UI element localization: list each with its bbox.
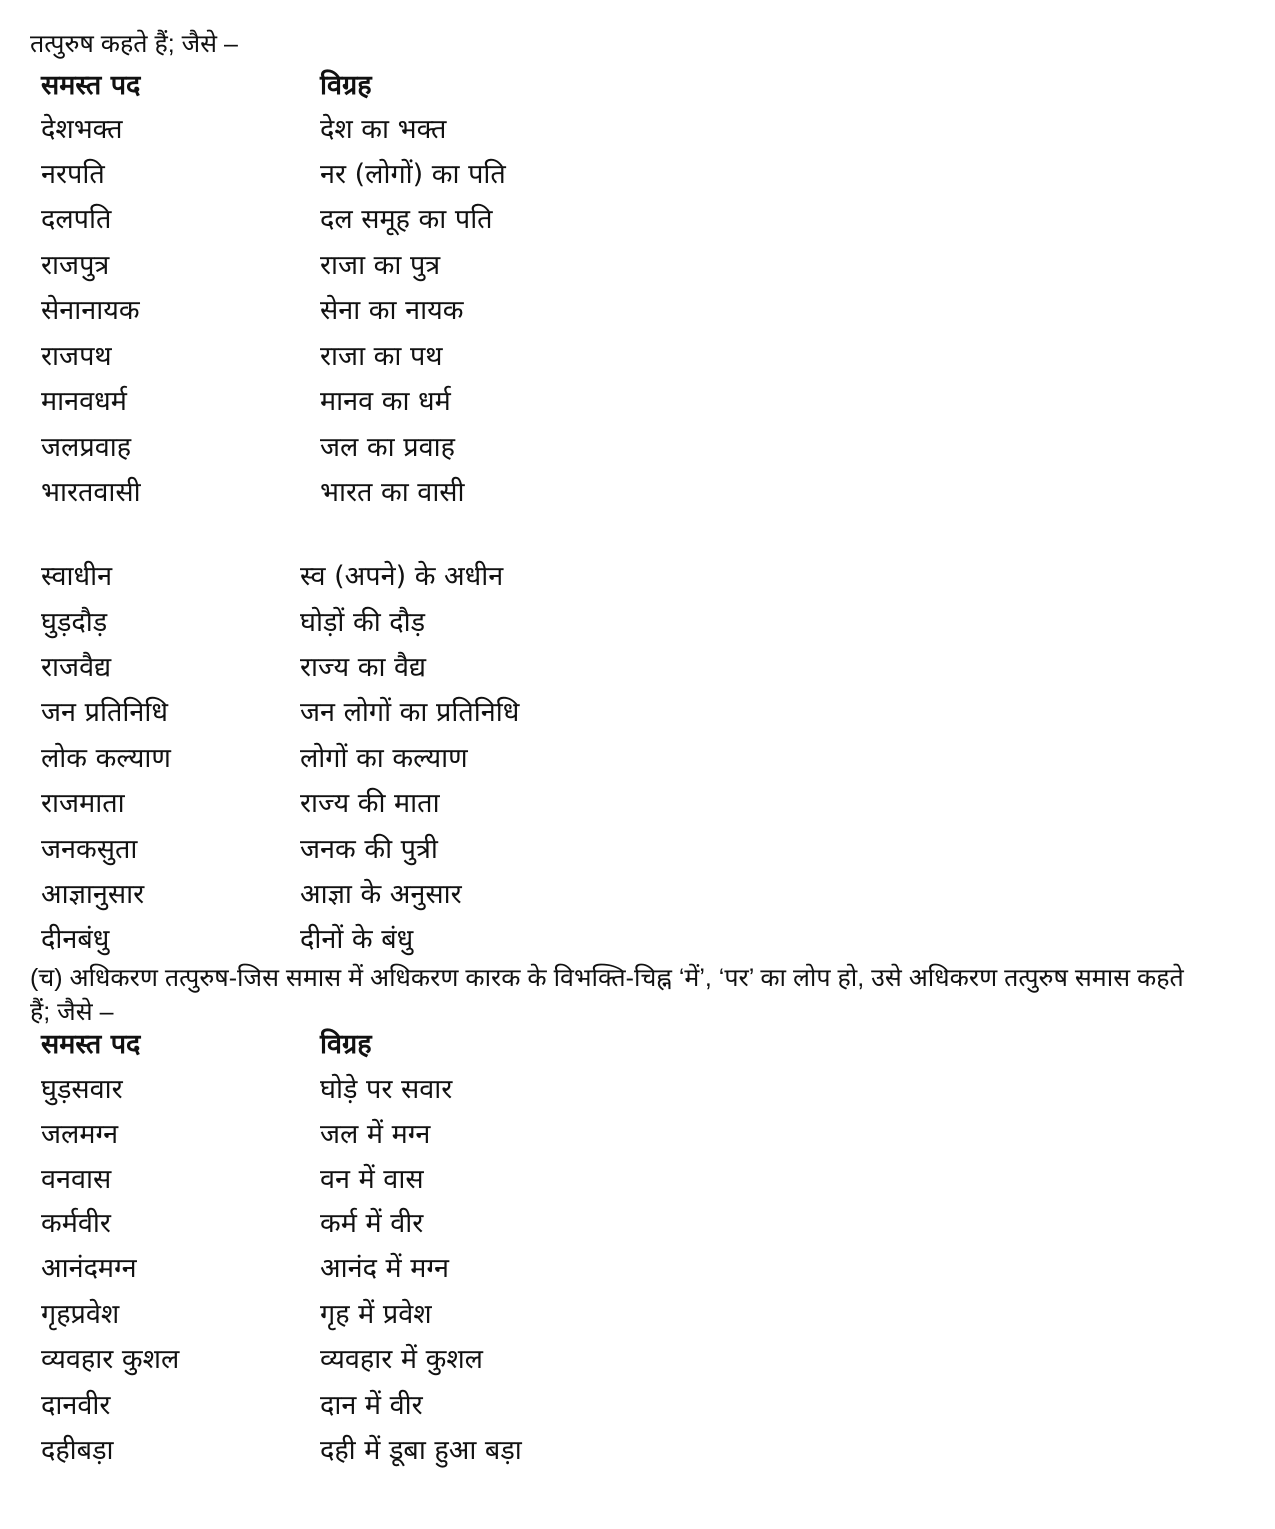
- term-cell: दहीबड़ा: [41, 1435, 114, 1466]
- table-row: [0, 246, 1275, 286]
- term-cell: दानवीर: [41, 1390, 111, 1421]
- vigrah-cell: दल समूह का पति: [320, 204, 493, 235]
- vigrah-cell: दान में वीर: [320, 1390, 423, 1421]
- vigrah-cell: दीनों के बंधु: [300, 924, 414, 955]
- table-row: [0, 557, 1275, 597]
- table3-header: [0, 1025, 1275, 1065]
- table-row: [0, 603, 1275, 643]
- table-row: [0, 920, 1275, 960]
- table-row: [0, 1386, 1275, 1426]
- term-cell: राजपथ: [41, 341, 112, 372]
- term-cell: मानवधर्म: [41, 386, 127, 417]
- vigrah-cell: भारत का वासी: [320, 477, 465, 508]
- term-cell: दीनबंधु: [41, 924, 110, 955]
- vigrah-cell: गृह में प्रवेश: [320, 1299, 432, 1330]
- term-cell: राजमाता: [41, 788, 125, 819]
- table-row: [0, 473, 1275, 513]
- table-row: [0, 1431, 1275, 1471]
- intro-line: तत्पुरुष कहते हैं; जैसे –: [30, 30, 238, 58]
- table3-header-vigrah: विग्रह: [320, 1029, 372, 1060]
- table-row: [0, 1295, 1275, 1335]
- table-row: [0, 1070, 1275, 1110]
- vigrah-cell: राज्य का वैद्य: [300, 652, 427, 683]
- table-row: [0, 291, 1275, 331]
- table-row: [0, 110, 1275, 150]
- term-cell: दलपति: [41, 204, 112, 235]
- table1-header: [0, 66, 1275, 106]
- term-cell: स्वाधीन: [41, 561, 113, 592]
- table-row: [0, 648, 1275, 688]
- vigrah-cell: कर्म में वीर: [320, 1208, 424, 1239]
- term-cell: आनंदमग्न: [41, 1253, 137, 1284]
- term-cell: वनवास: [41, 1164, 112, 1195]
- adhikaran-paragraph-line1: (च) अधिकरण तत्पुरुष-जिस समास में अधिकरण कारक के विभक्ति-चिह्न ‘में’, ‘पर’ का लोप हो, उसे अधिकरण तत्पुरुष समास कहते: [30, 964, 1184, 992]
- term-cell: राजपुत्र: [41, 250, 110, 281]
- table-row: [0, 784, 1275, 824]
- table3-header-term: समस्त पद: [41, 1029, 141, 1060]
- term-cell: राजवैद्य: [41, 652, 112, 683]
- term-cell: घुड़दौड़: [41, 607, 108, 638]
- term-cell: कर्मवीर: [41, 1208, 111, 1239]
- term-cell: गृहप्रवेश: [41, 1299, 120, 1330]
- term-cell: जन प्रतिनिधि: [41, 697, 168, 728]
- term-cell: नरपति: [41, 159, 105, 190]
- vigrah-cell: जनक की पुत्री: [300, 834, 438, 865]
- term-cell: सेनानायक: [41, 295, 140, 326]
- vigrah-cell: मानव का धर्म: [320, 386, 451, 417]
- table-row: [0, 1115, 1275, 1155]
- vigrah-cell: राजा का पथ: [320, 341, 443, 372]
- vigrah-cell: जन लोगों का प्रतिनिधि: [300, 697, 520, 728]
- vigrah-cell: घोड़े पर सवार: [320, 1074, 453, 1105]
- adhikaran-paragraph-line2: हैं; जैसे –: [30, 998, 114, 1026]
- vigrah-cell: राज्य की माता: [300, 788, 440, 819]
- vigrah-cell: जल में मग्न: [320, 1119, 431, 1150]
- table-row: [0, 693, 1275, 733]
- term-cell: घुड़सवार: [41, 1074, 123, 1105]
- vigrah-cell: नर (लोगों) का पति: [320, 159, 506, 190]
- vigrah-cell: वन में वास: [320, 1164, 424, 1195]
- table-row: [0, 1204, 1275, 1244]
- term-cell: देशभक्त: [41, 114, 123, 145]
- vigrah-cell: दही में डूबा हुआ बड़ा: [320, 1435, 522, 1466]
- vigrah-cell: आज्ञा के अनुसार: [300, 879, 462, 910]
- term-cell: भारतवासी: [41, 477, 141, 508]
- table-row: [0, 1340, 1275, 1380]
- term-cell: जलमग्न: [41, 1119, 119, 1150]
- vigrah-cell: घोड़ों की दौड़: [300, 607, 426, 638]
- table-row: [0, 155, 1275, 195]
- table1-header-term: समस्त पद: [41, 70, 141, 101]
- table-row: [0, 382, 1275, 422]
- table-row: [0, 428, 1275, 468]
- vigrah-cell: व्यवहार में कुशल: [320, 1344, 483, 1375]
- table-row: [0, 830, 1275, 870]
- vigrah-cell: सेना का नायक: [320, 295, 464, 326]
- term-cell: व्यवहार कुशल: [41, 1344, 180, 1375]
- term-cell: जनकसुता: [41, 834, 138, 865]
- table-row: [0, 200, 1275, 240]
- table-row: [0, 875, 1275, 915]
- vigrah-cell: लोगों का कल्याण: [300, 743, 468, 774]
- vigrah-cell: राजा का पुत्र: [320, 250, 441, 281]
- vigrah-cell: स्व (अपने) के अधीन: [300, 561, 504, 592]
- term-cell: आज्ञानुसार: [41, 879, 145, 910]
- vigrah-cell: देश का भक्त: [320, 114, 447, 145]
- table1-header-vigrah: विग्रह: [320, 70, 372, 101]
- table-row: [0, 739, 1275, 779]
- vigrah-cell: जल का प्रवाह: [320, 432, 455, 463]
- term-cell: जलप्रवाह: [41, 432, 132, 463]
- table-row: [0, 337, 1275, 377]
- term-cell: लोक कल्याण: [41, 743, 171, 774]
- vigrah-cell: आनंद में मग्न: [320, 1253, 449, 1284]
- table-row: [0, 1160, 1275, 1200]
- table-row: [0, 1249, 1275, 1289]
